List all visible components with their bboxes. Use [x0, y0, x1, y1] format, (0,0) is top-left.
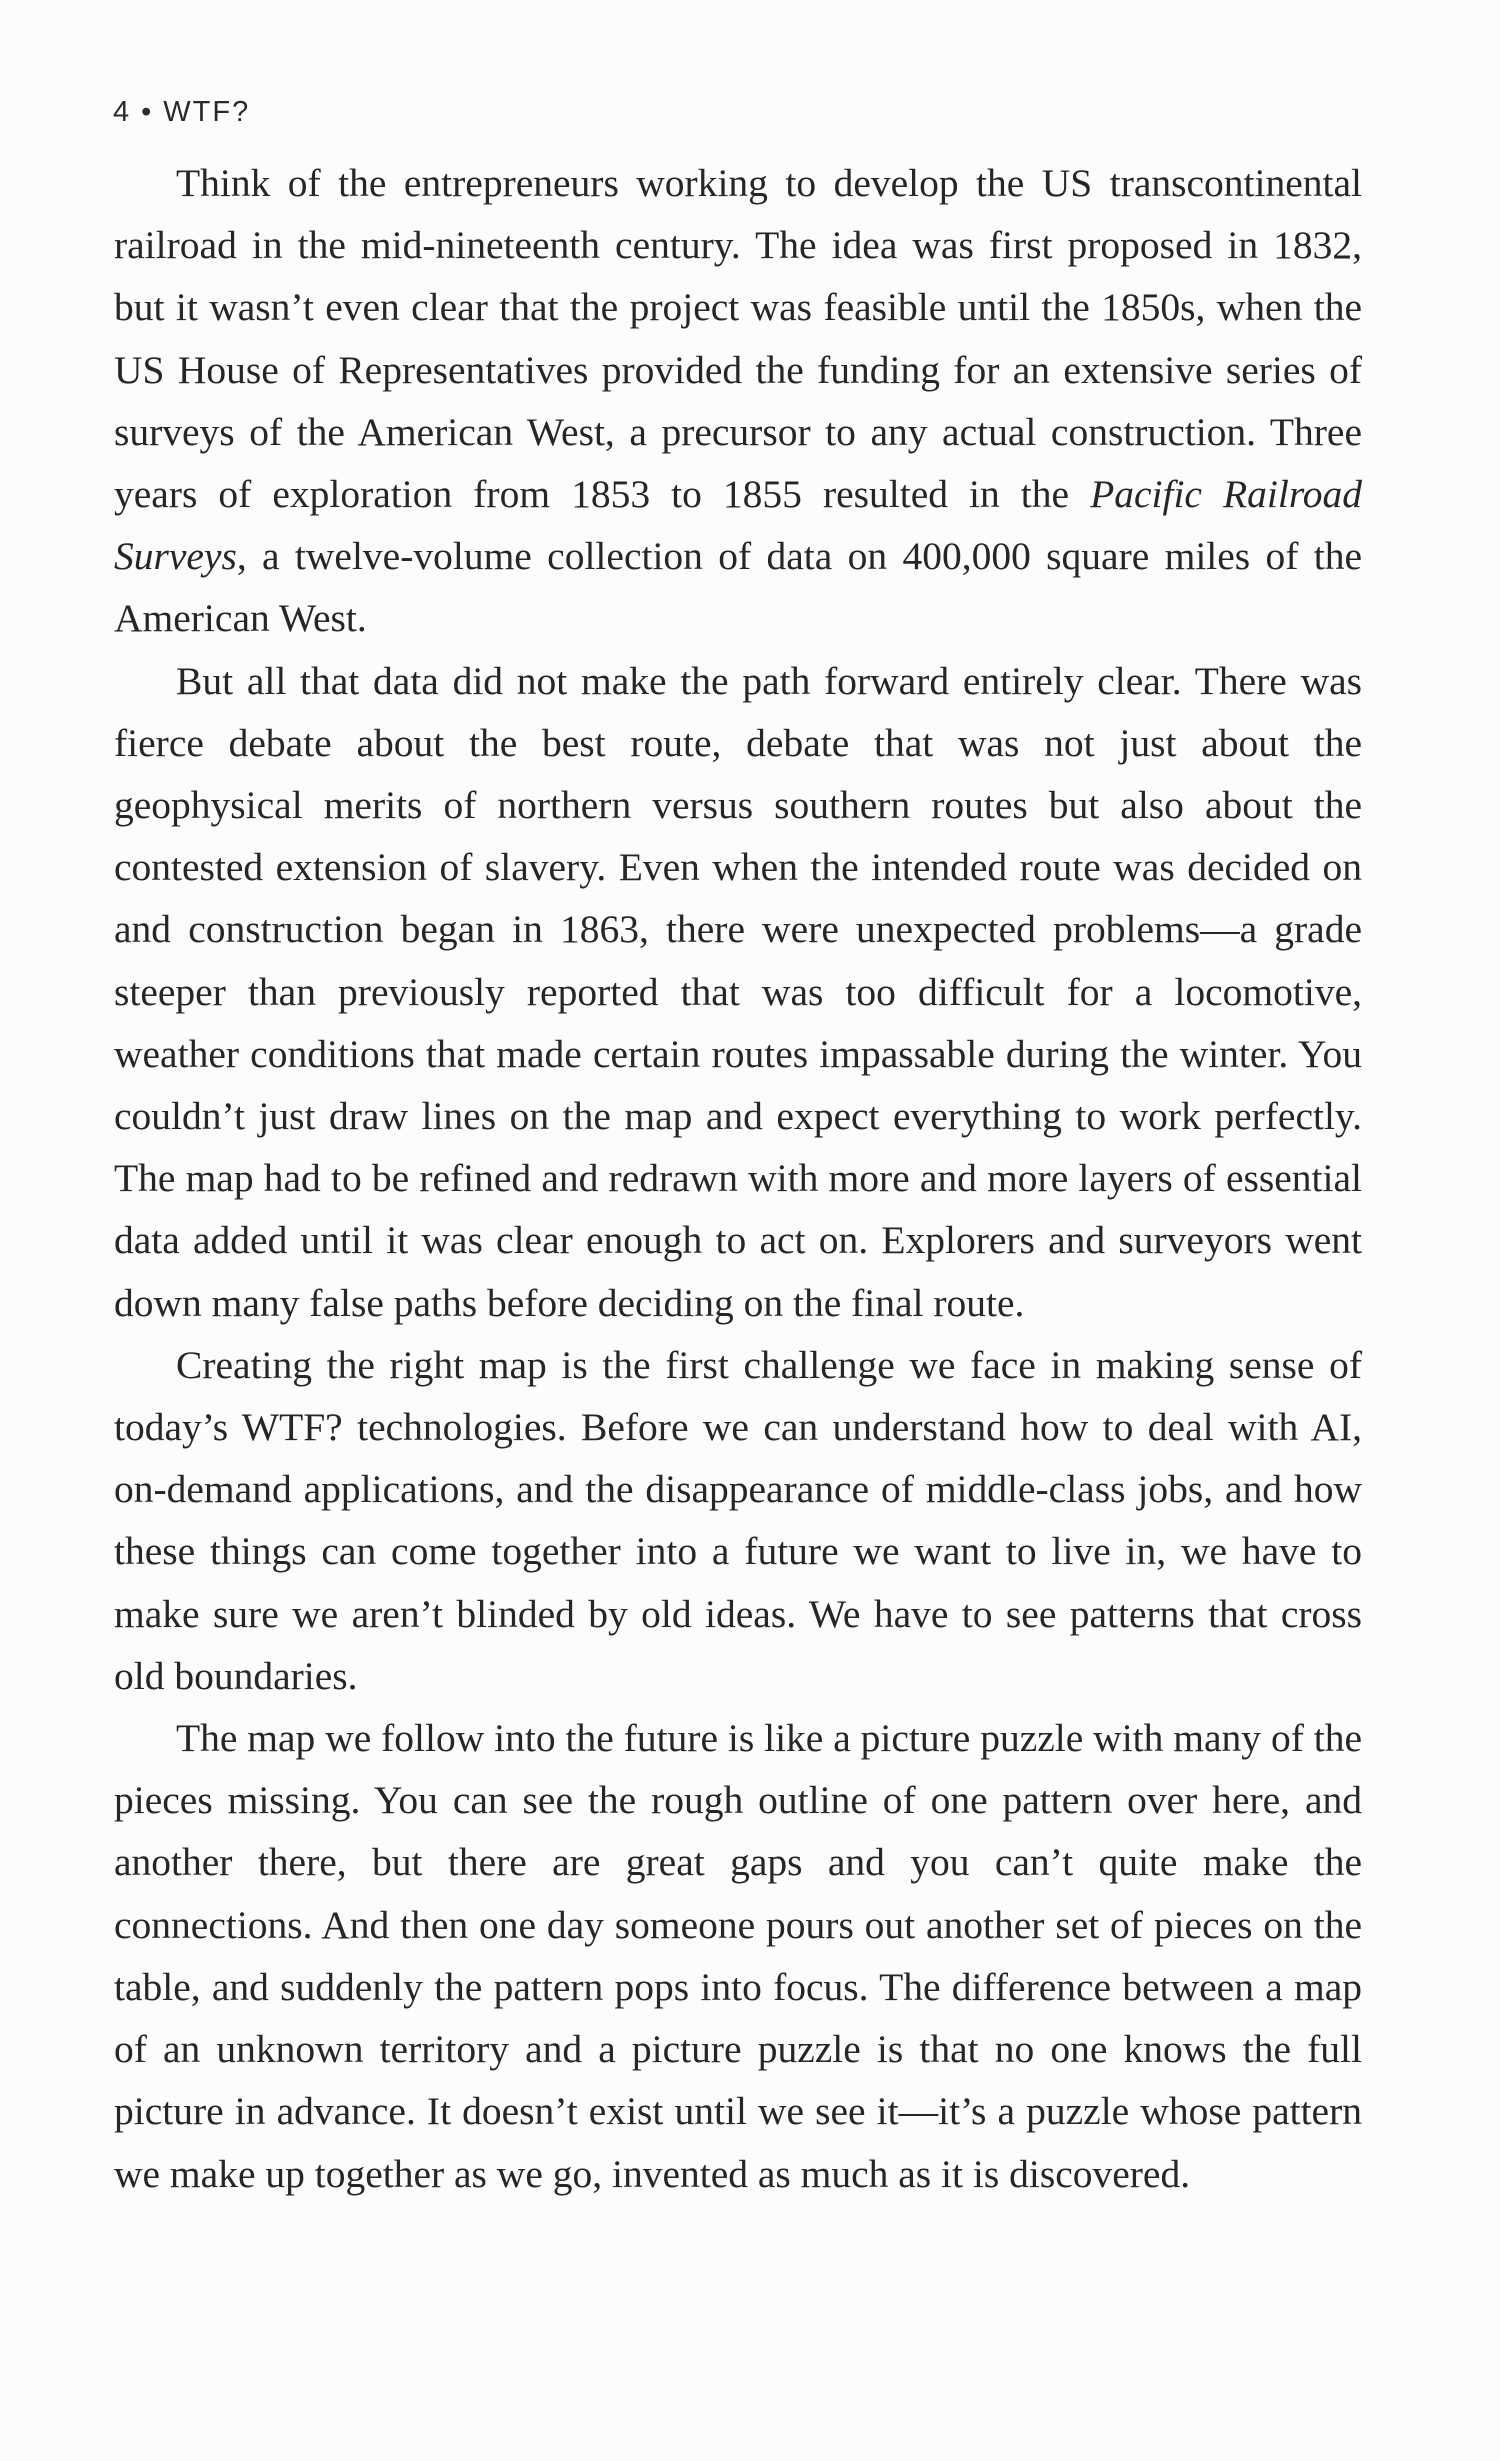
body-text: [114, 152, 1362, 2205]
header-separator: •: [141, 96, 154, 128]
page-number: 4: [113, 96, 132, 128]
running-head: [113, 96, 250, 129]
paragraph-1-text-start: Think of the entrepreneurs working to develop the US transcontinental railroad in the mid-nineteenth century. The idea was first proposed in 1832, but it wasn’t even clear that the project was feasible until the 1850s, when the US House of Representatives provided the funding for an extensive series of surveys of the American West, a precursor to any actual construction. Three years of exploration from 1853 to 1855 resulted in the: [114, 161, 1362, 517]
book-title-italic: Pacific Railroad Surveys: [114, 472, 1362, 579]
paragraph-1: [114, 152, 1362, 650]
paragraph-4: The map we follow into the future is like a picture puzzle with many of the pieces missing. You can see the rough outline of one pattern over here, and another there, but there are great gaps and you can’t quite make the connections. And then one day someone pours out another set of pieces on the table, and suddenly the pattern pops into focus. The difference between a map of an unknown territory and a picture puzzle is that no one knows the full picture in advance. It doesn’t exist until we see it—it’s a puzzle whose pattern we make up together as we go, invented as much as it is discovered.: [114, 1716, 1362, 2196]
paragraph-1-text-end: , a twelve-volume collection of data on 400,000 square miles of the American West.: [114, 534, 1362, 641]
paragraph-2: But all that data did not make the path forward entirely clear. There was fierce debate about the best route, debate that was not just about the geophysical merits of northern versus southern routes but also about the contested extension of slavery. Even when the intended route was decided on and construction began in 1863, there were unexpected problems—a grade steeper than previously reported that was too difficult for a locomotive, weather conditions that made certain routes impassable during the winter. You couldn’t just draw lines on the map and expect everything to work perfectly. The map had to be refined and redrawn with more and more layers of essential data added until it was clear enough to act on. Explorers and surveyors went down many false paths before deciding on the final route.: [114, 658, 1362, 1325]
paragraph-3: Creating the right map is the first challenge we face in making sense of today’s WTF? technologies. Before we can understand how to deal with AI, on-demand applications, and the disappearance of middle-class jobs, and how these things can come together into a future we want to live in, we have to make sure we aren’t blinded by old ideas. We have to see patterns that cross old boundaries.: [114, 1342, 1362, 1698]
book-title: WTF?: [163, 96, 251, 128]
